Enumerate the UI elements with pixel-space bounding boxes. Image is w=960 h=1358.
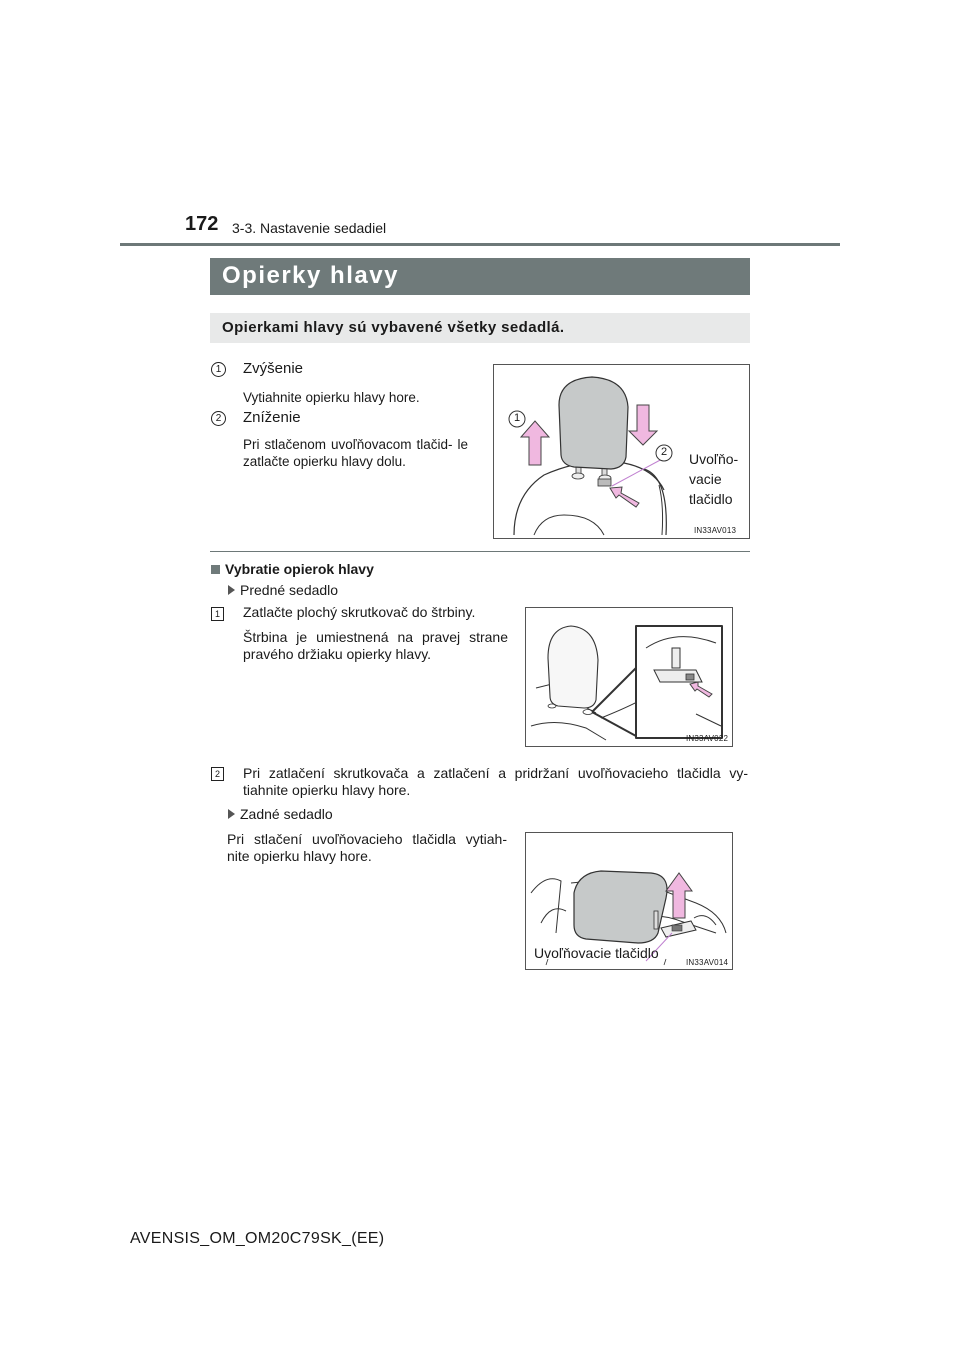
release-button-label [689, 449, 738, 509]
triangle-bullet-icon [228, 809, 235, 819]
section-title: 3-3. Nastavenie sedadiel [232, 220, 387, 236]
intro-box [210, 313, 750, 343]
front-seat-label [228, 582, 338, 598]
step-title-raise: Zvýšenie [243, 360, 304, 377]
removal-step-2-number: 2 [211, 767, 224, 781]
figure-callout-1: 1 [513, 412, 521, 424]
figure-callout-2: 2 [660, 446, 668, 458]
release-button-label-rear: Uvoľňovacie tlačidlo [534, 945, 659, 961]
release-label-line-3: tlačidlo [689, 491, 733, 507]
title-bar [210, 258, 750, 295]
step-number-1: 1 [211, 362, 226, 377]
intro-text: Opierkami hlavy sú vybavené všetky sedadlá. [222, 319, 565, 336]
release-label-line-2: vacie [689, 471, 722, 487]
headrest-adjust-figure [493, 364, 750, 539]
rear-seat-instruction: Pri stlačení uvoľňovacieho tlačidla vytiah- nite opierku hlavy hore. [227, 831, 507, 864]
front-removal-illustration [526, 608, 732, 746]
square-bullet-icon [211, 565, 220, 574]
front-removal-figure [525, 607, 733, 747]
step-desc-raise: Vytiahnite opierku hlavy hore. [243, 390, 420, 405]
rear-removal-figure [525, 832, 733, 970]
page-title: Opierky hlavy [222, 262, 399, 289]
front-seat-text: Predné sedadlo [240, 582, 339, 598]
removal-step-2-text: Pri zatlačení skrutkovača a zatlačení a pridržaní uvoľňovacieho tlačidla vy- tiahnite opierku hlavy hore. [243, 765, 748, 798]
figure-code-2: IN33AV022 [686, 734, 729, 743]
step-title-lower: Zníženie [243, 409, 301, 426]
removal-step-1-number: 1 [211, 607, 224, 621]
figure-code: IN33AV013 [694, 526, 737, 535]
triangle-bullet-icon [228, 585, 235, 595]
removal-step-1-text: Zatlačte plochý skrutkovač do štrbiny. [243, 604, 476, 620]
removal-step-1-note: Štrbina je umiestnená na pravej strane pravého držiaku opierky hlavy. [243, 629, 508, 662]
removal-heading [211, 561, 374, 577]
page-number: 172 [185, 213, 219, 235]
step-number-2: 2 [211, 411, 226, 426]
figure-code-3: IN33AV014 [686, 958, 729, 967]
document-footer: AVENSIS_OM_OM20C79SK_(EE) [130, 1230, 385, 1247]
header-divider [120, 243, 840, 246]
rear-seat-text: Zadné sedadlo [240, 806, 333, 822]
section-divider [210, 551, 750, 552]
step-desc-lower: Pri stlačenom uvoľňovacom tlačid- le zatlačte opierku hlavy dolu. [243, 437, 468, 469]
removal-heading-text: Vybratie opierok hlavy [225, 561, 374, 577]
rear-seat-label [228, 806, 333, 822]
release-label-line-1: Uvoľňo- [689, 451, 739, 467]
